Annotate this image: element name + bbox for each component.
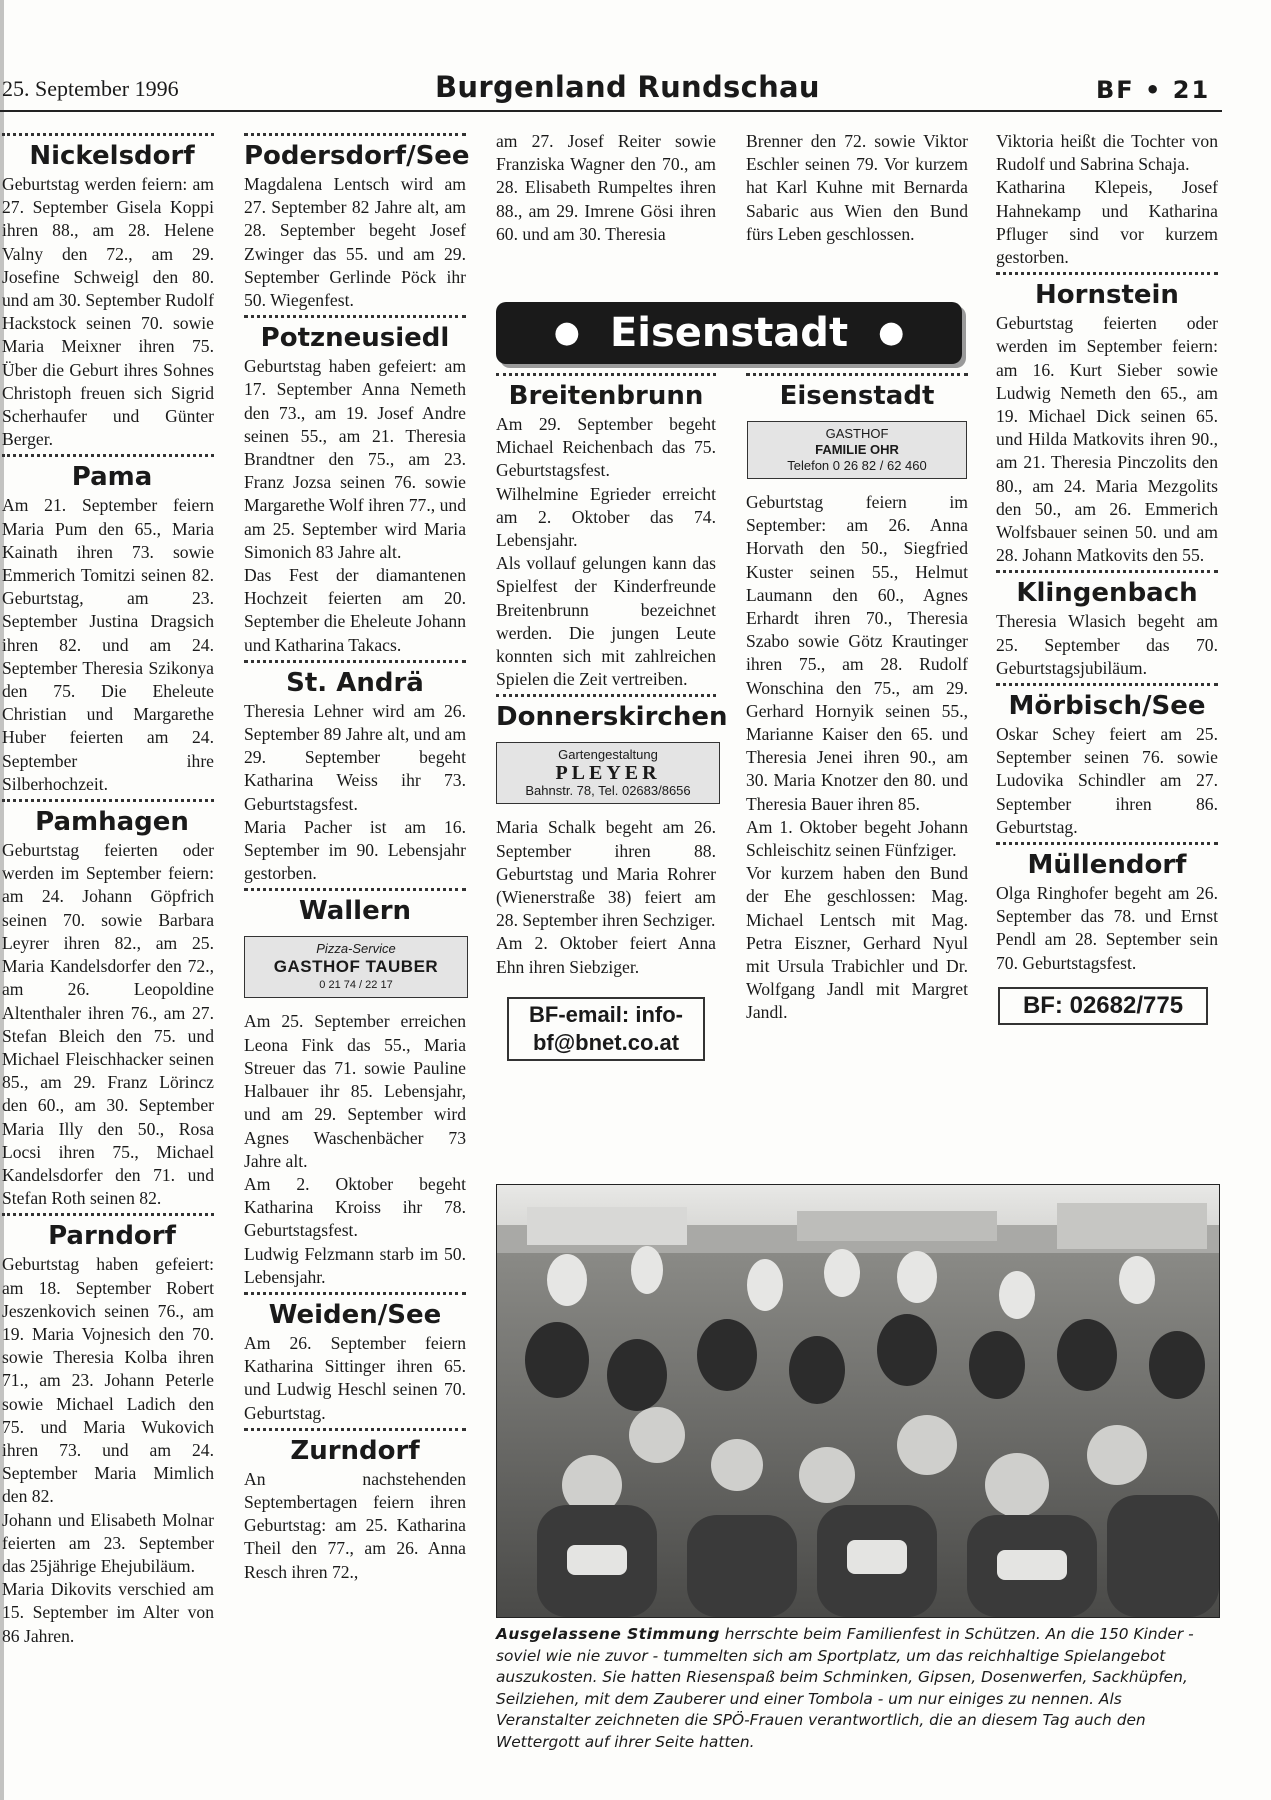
article-nickelsdorf: Geburtstag werden feiern: am 27. September Gisela Koppi ihren 88., am 28. Helene Valny den 72., am 29. Josefine Schweigl den 80. und am 30. September Rudolf Hackstock seinen 70. sowie Maria Meixner ihren 75. Über die Geburt ihres Sohnes Christoph freuen sich Sigrid Scherhaufer und Günter Berger. — [2, 174, 214, 450]
article-potzneusiedl-2: Das Fest der diamantenen Hochzeit feierten am 20. September die Eheleute Johann und Katharina Takacs. — [244, 565, 466, 655]
ad-line: PLEYER — [555, 762, 661, 785]
heading-potzneusiedl: Potzneusiedl — [260, 323, 450, 354]
divider — [244, 1292, 466, 1295]
article-breitenbrunn-3: Als vollauf gelungen kann das Spielfest der Kinderfreunde Breitenbrunn bezeichnet werden. Die jungen Leute konnten sich mit zahlreichen Spielen die Zeit vertreiben. — [496, 553, 716, 690]
article-podersdorf: Magdalena Lentsch wird am 27. September 82 Jahre alt, am 28. September begeht Josef Zwinger das 55. und am 29. September Gerlinde Pöck ihr 50. Wiegenfest. — [244, 174, 466, 311]
email-box: BF-email: info-bf@bnet.co.at — [507, 997, 705, 1061]
article-breitenbrunn-2: Wilhelmine Egrieder erreicht am 2. Oktober das 74. Lebensjahr. — [496, 483, 716, 551]
divider — [244, 315, 466, 318]
column-2 — [244, 130, 470, 1584]
article-wallern-2: Am 2. Oktober begeht Katharina Kroiss ihr 78. Geburtstagsfest. — [244, 1173, 466, 1241]
article-cont: Brenner den 72. sowie Viktor Eschler seinen 79. Vor kurzem hat Karl Kuhne mit Bernarda Sabaric aus Wien den Bund fürs Leben geschlossen. — [746, 131, 968, 244]
ad-pleyer — [496, 742, 720, 804]
page-number: BF • 21 — [1096, 76, 1211, 104]
heading-pama: Pama — [71, 462, 153, 493]
article-wallern-3: Ludwig Felzmann starb im 50. Lebensjahr. — [244, 1243, 466, 1287]
issue-date: 25. September 1996 — [2, 76, 179, 101]
divider — [996, 570, 1218, 573]
heading-pamhagen: Pamhagen — [35, 807, 189, 838]
heading-podersdorf: Podersdorf/See — [244, 141, 470, 171]
divider — [2, 133, 214, 136]
heading-klingenbach: Klingenbach — [1016, 578, 1198, 609]
article-wallern-1: Am 25. September erreichen Leona Fink das 55., Maria Streuer das 71. sowie Pauline Halbauer ihr 85. Lebensjahr, und am 29. September wird Agnes Waschenbächer 73 Jahre alt. — [244, 1011, 466, 1171]
divider — [2, 1213, 214, 1216]
ad-gasthof-ohr — [747, 421, 967, 479]
article-muellendorf: Olga Ringhofer begeht am 26. September das 78. und Ernst Pendl am 28. September sein 70. Geburtstagsfest. — [996, 883, 1218, 973]
column-4 — [746, 130, 968, 1025]
article-weiden: Am 26. September feiern Katharina Sittinger ihren 65. und Ludwig Heschl seinen 70. Geburtstag. — [244, 1332, 466, 1423]
column-1 — [2, 130, 214, 1648]
ad-line: Gartengestaltung — [558, 747, 658, 763]
article-pamhagen: Geburtstag feierten oder werden im September feiern: am 24. Johann Göpfrich seinen 70. sowie Barbara Leyrer ihren 82., am 25. Maria Kandelsdorfer den 72., am 26. Leopoldine Altenthaler ihren 76., am 27. Stefan Bleich den 75. und Michael Fleischhacker seinen 85., am 29. Franz Lörincz den 60., am 30. September Maria Illy den 50., Rosa Locsi ihren 75., Michael Kandelsdorfer den 71. und Stefan Roth seinen 82. — [2, 840, 214, 1209]
article-cont-1: Viktoria heißt die Tochter von Rudolf und Sabrina Schaja. — [996, 131, 1218, 175]
ad-line: FAMILIE OHR — [815, 442, 899, 458]
divider — [996, 842, 1218, 845]
divider — [244, 660, 466, 663]
divider — [244, 133, 466, 136]
article-eisenstadt-2: Am 1. Oktober begeht Johann Schleischitz seinen Fünfziger. — [746, 816, 968, 861]
newspaper-title: Burgenland Rundschau — [435, 70, 820, 104]
article-cont-2: Katharina Klepeis, Josef Hahnekamp und Katharina Pfluger sind vor kurzem gestorben. — [996, 177, 1218, 268]
divider — [2, 799, 214, 802]
article-hornstein: Geburtstag feierten oder werden im September feiern: am 16. Kurt Sieber sowie Ludwig Nemeth den 65., am 19. Michael Dick seinen 65. und Hilda Matkovits ihren 90., am 21. Theresia Pinczolits den 80., am 24. Maria Mezgolits den 50., am 26. Emmerich Wolfsbauer seinen 50. und am 28. Johann Matkovits den 55. — [996, 313, 1218, 566]
article-parndorf-1: Geburtstag haben gefeiert: am 18. September Robert Jeszenkovich seinen 76., am 19. Maria Vojnesich den 70. sowie Theresia Kolba ihren 71., am 23. Johann Peterle sowie Michael Ladich den 75. und Maria Wukovich ihren 73. und am 24. September Maria Mimlich den 82. — [2, 1254, 214, 1507]
heading-moerbisch: Mörbisch/See — [1008, 691, 1206, 722]
article-zurndorf-cont: am 27. Josef Reiter sowie Franziska Wagner den 70., am 28. Elisabeth Rumpeltes ihren 88., am 29. Imrene Gösi ihren 60. und am 30. Theresia — [496, 131, 716, 244]
article-donnerskirchen-1: Maria Schalk begeht am 26. September ihren 88. Geburtstag und Maria Rohrer (Wienerstraße 38) feiert am 28. September ihren Sechziger. — [496, 817, 716, 931]
heading-weiden: Weiden/See — [268, 1299, 442, 1330]
article-st-andrae-2: Maria Pacher ist am 16. September im 90. Lebensjahr gestorben. — [244, 816, 466, 884]
header-rule — [0, 110, 1222, 112]
article-klingenbach: Theresia Wlasich begeht am 25. September das 70. Geburtstagsjubiläum. — [996, 611, 1218, 678]
column-5 — [996, 130, 1218, 1025]
caption-text: herrschte beim Familienfest in Schützen. An die 150 Kinder - soviel wie nie zuvor - tummelten sich am Sportplatz, um das reichhaltige Spielangebot auszukosten. Sie hatten Riesenspaß beim Schminken, Gipsen, Dosenwerfen, Sackhüpfen, Seilziehen, mit dem Zauberer und einer Tombola - um nur einiges zu nennen. Als Veranstalter zeichneten die SPÖ-Frauen verantwortlich, die an diesem Tag auch den Wettergott auf ihrer Seite hatten. — [496, 1625, 1194, 1751]
article-potzneusiedl-1: Geburtstag haben gefeiert: am 17. September Anna Nemeth den 73., am 19. Josef Andre seinen 55., am 21. Theresia Brandtner den 75., am 23. Franz Jozsa seinen 76. sowie Margarethe Wolf ihren 77., und am 25. September wird Maria Simonich 83 Jahre alt. — [244, 356, 466, 562]
phone-box: BF: 02682/775 — [998, 987, 1208, 1025]
heading-eisenstadt: Eisenstadt — [779, 381, 935, 412]
article-moerbisch: Oskar Schey feiert am 25. September seinen 76. sowie Ludovika Schindler am 27. September ihren 86. Geburtstag. — [996, 724, 1218, 837]
article-donnerskirchen-2: Am 2. Oktober feiert Anna Ehn ihren Siebziger. — [496, 933, 716, 977]
heading-donnerskirchen: Donnerskirchen — [496, 702, 728, 733]
divider — [244, 1428, 466, 1431]
ad-line: Telefon 0 26 82 / 62 460 — [787, 458, 927, 474]
ad-gasthof-tauber — [244, 936, 468, 998]
caption-lead: Ausgelassene Stimmung — [496, 1625, 720, 1643]
bullet-icon: ● — [878, 315, 905, 350]
article-parndorf-2: Johann und Elisabeth Molnar feierten am 23. September das 25jährige Ehejubiläum. — [2, 1509, 214, 1576]
article-eisenstadt-3: Vor kurzem haben den Bund der Ehe geschlossen: Mag. Michael Lentsch mit Mag. Petra Eiszner, Gerhard Nyul mit Ursula Trabichler und Dr. Wolfgang Jandl mit Margret Jandl. — [746, 863, 968, 1023]
heading-wallern: Wallern — [298, 896, 412, 927]
heading-breitenbrunn: Breitenbrunn — [508, 381, 704, 412]
article-st-andrae-1: Theresia Lehner wird am 26. September 89 Jahre alt, und am 29. September begeht Katharina Weiss ihr 73. Geburtstagsfest. — [244, 700, 466, 814]
ad-line: GASTHOF TAUBER — [273, 957, 439, 977]
heading-parndorf: Parndorf — [48, 1221, 176, 1252]
heading-zurndorf: Zurndorf — [290, 1435, 420, 1466]
heading-muellendorf: Müllendorf — [1027, 850, 1187, 881]
ad-line: GASTHOF — [825, 426, 889, 442]
photo-caption — [496, 1624, 1218, 1753]
bullet-icon: ● — [553, 315, 580, 350]
ad-line: 0 21 74 / 22 17 — [319, 979, 393, 992]
article-pama: Am 21. September feiern Maria Pum den 65., Maria Kainath ihren 73. sowie Emmerich Tomitzi seinen 82. Geburtstag, am 23. September Justina Dragsich ihren 82. und am 24. September Theresia Szikonya den 75. Die Eheleute Christian und Margarethe Huber feierten am 24. September ihre Silberhochzeit. — [2, 495, 214, 794]
heading-nickelsdorf: Nickelsdorf — [29, 141, 195, 171]
heading-hornstein: Hornstein — [1035, 280, 1179, 311]
event-photo — [496, 1184, 1220, 1618]
divider — [746, 373, 968, 376]
banner-title: Eisenstadt — [609, 310, 849, 356]
divider — [496, 373, 716, 376]
ad-line: Bahnstr. 78, Tel. 02683/8656 — [525, 783, 691, 799]
photo-illustration — [497, 1185, 1219, 1617]
article-zurndorf: An nachstehenden Septembertagen feiern ihren Geburtstag: am 25. Katharina Theil den 77., am 26. Anna Resch ihren 72., — [244, 1468, 466, 1582]
divider — [996, 272, 1218, 275]
ad-line: Pizza-Service — [316, 941, 396, 957]
divider — [244, 888, 466, 891]
column-3 — [496, 130, 728, 1061]
heading-st-andrae: St. Andrä — [286, 667, 424, 698]
divider — [2, 454, 214, 457]
divider — [996, 683, 1218, 686]
article-parndorf-3: Maria Dikovits verschied am 15. September im Alter von 86 Jahren. — [2, 1579, 214, 1646]
divider — [496, 694, 716, 697]
article-breitenbrunn-1: Am 29. September begeht Michael Reichenbach das 75. Geburtstagsfest. — [496, 414, 716, 481]
page-header — [0, 68, 1220, 110]
article-eisenstadt-1: Geburtstag feiern im September: am 26. Anna Horvath den 50., Siegfried Kuster seinen 55., Helmut Laumann den 60., Agnes Erhardt ihren 70., Theresia Szabo sowie Götz Krautinger ihren 75., am 28. Rudolf Wonschina den 75., am 29. Gerhard Hornyik seinen 55., Marianne Kaiser den 65. und Theresia Jenei ihren 90., am 30. Maria Knotzer den 80. und Theresia Bauer ihren 85. — [746, 492, 968, 814]
